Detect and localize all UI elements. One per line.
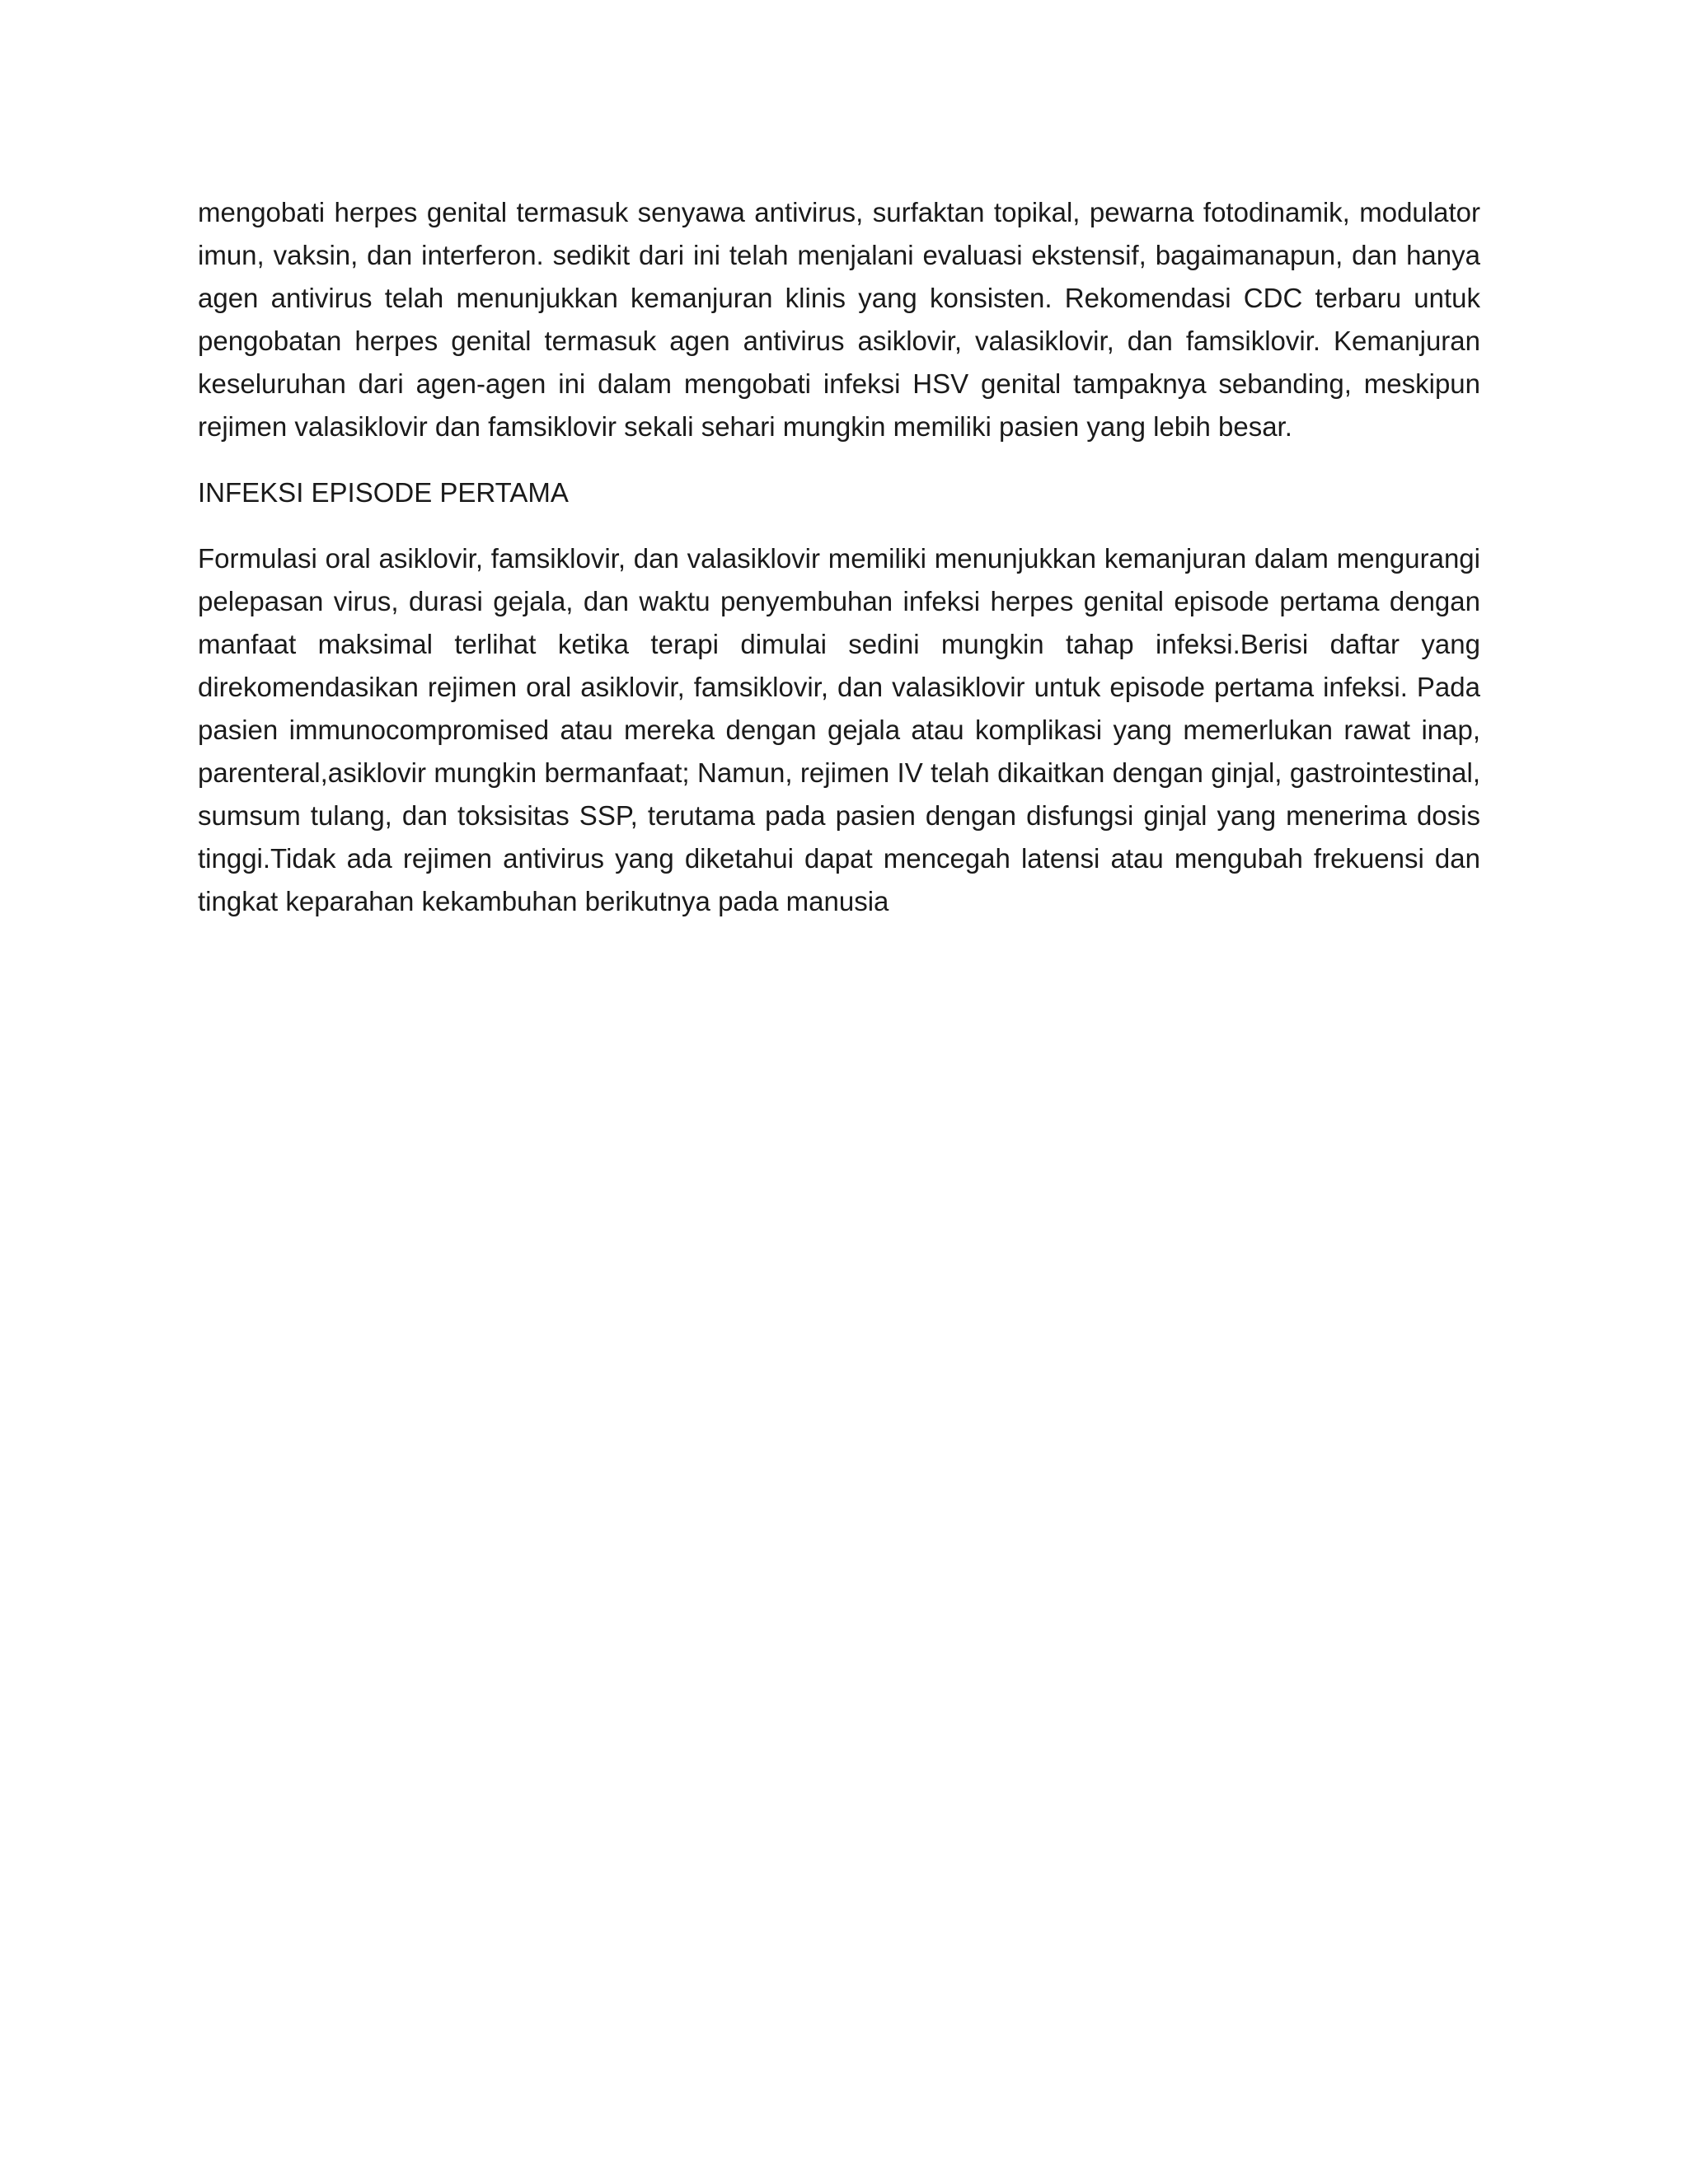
document-body [198, 191, 1480, 923]
paragraph-first-episode: Formulasi oral asiklovir, famsiklovir, dan valasiklovir memiliki menunjukkan kemanjuran dalam mengurangi pelepasan virus, durasi gejala, dan waktu penyembuhan infeksi herpes genital episode pertama dengan manfaat maksimal terlihat ketika terapi dimulai sedini mungkin tahap infeksi.Berisi daftar yang direkomendasikan rejimen oral asiklovir, famsiklovir, dan valasiklovir untuk episode pertama infeksi. Pada pasien immunocompromised atau mereka dengan gejala atau komplikasi yang memerlukan rawat inap, parenteral,asiklovir mungkin bermanfaat; Namun, rejimen IV telah dikaitkan dengan ginjal, gastrointestinal, sumsum tulang, dan toksisitas SSP, terutama pada pasien dengan disfungsi ginjal yang menerima dosis tinggi.Tidak ada rejimen antivirus yang diketahui dapat mencegah latensi atau mengubah frekuensi dan tingkat keparahan kekambuhan berikutnya pada manusia [198, 543, 1480, 916]
paragraph-treatment-overview: mengobati herpes genital termasuk senyawa antivirus, surfaktan topikal, pewarna fotodinamik, modulator imun, vaksin, dan interferon. sedikit dari ini telah menjalani evaluasi ekstensif, bagaimanapun, dan hanya agen antivirus telah menunjukkan kemanjuran klinis yang konsisten. Rekomendasi CDC terbaru untuk pengobatan herpes genital termasuk agen antivirus asiklovir, valasiklovir, dan famsiklovir. Kemanjuran keseluruhan dari agen-agen ini dalam mengobati infeksi HSV genital tampaknya sebanding, meskipun rejimen valasiklovir dan famsiklovir sekali sehari mungkin memiliki pasien yang lebih besar. [198, 197, 1480, 442]
section-heading: INFEKSI EPISODE PERTAMA [198, 477, 569, 508]
